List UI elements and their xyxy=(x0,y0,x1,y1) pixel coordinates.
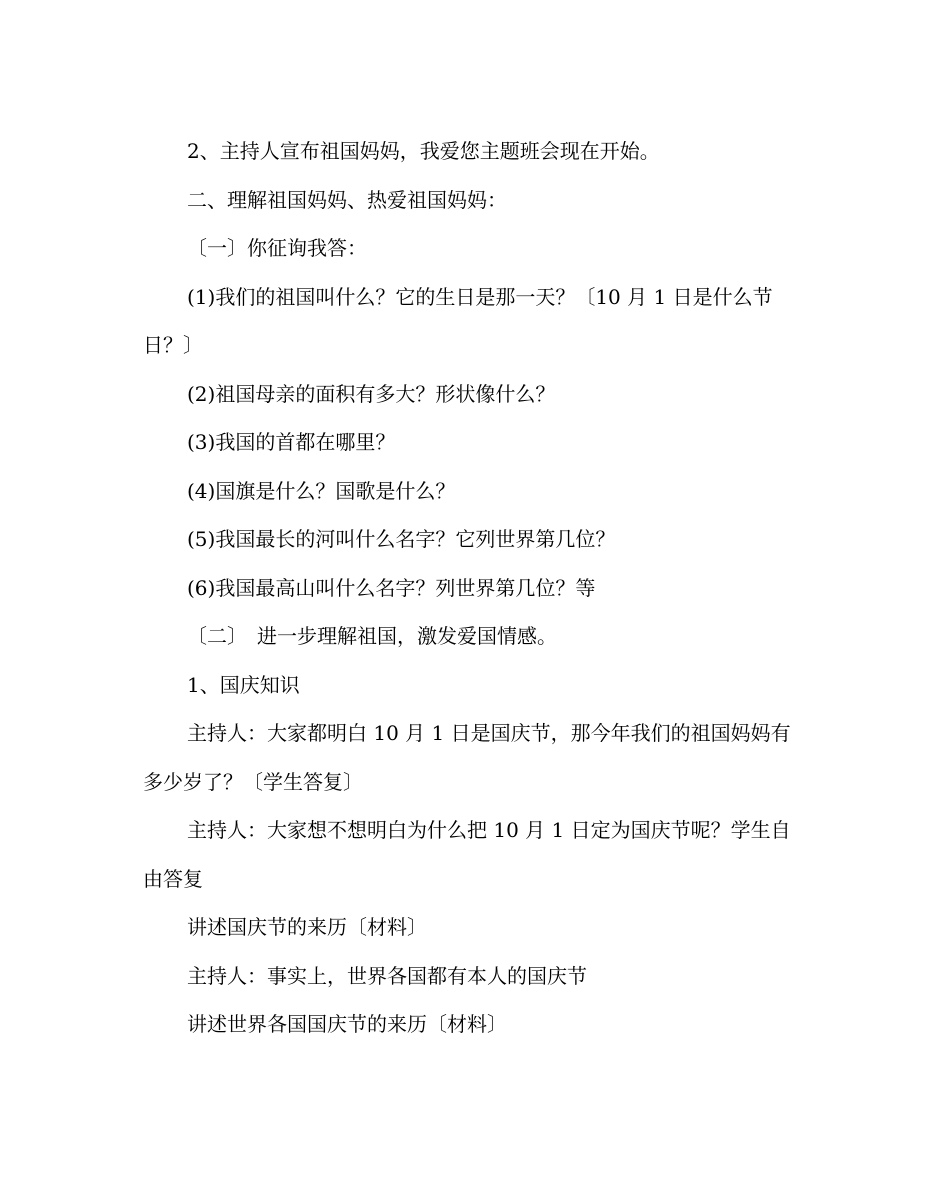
question-5: (5)我国最长的河叫什么名字？它列世界第几位？ xyxy=(187,527,616,551)
question-3: (3)我国的首都在哪里？ xyxy=(187,430,396,454)
host-line-age: 主持人：大家都明白 10 月 1 日是国庆节，那今年我们的祖国妈妈有多少岁了？〔学生答复〕 xyxy=(143,721,791,794)
host-line-why-oct1: 主持人：大家想不想明白为什么把 10 月 1 日定为国庆节呢？学生自由答复 xyxy=(143,818,791,891)
subsection-heading-qa: 〔一〕你征询我答： xyxy=(187,236,367,260)
question-6: (6)我国最高山叫什么名字？列世界第几位？等 xyxy=(187,575,596,600)
story-world-origin-line: 讲述世界各国国庆节的来历〔材料〕 xyxy=(187,1012,507,1036)
document-body xyxy=(143,127,807,1049)
question-4: (4)国旗是什么？国歌是什么？ xyxy=(187,478,456,503)
question-1: (1)我们的祖国叫什么？它的生日是那一天？〔10 月 1 日是什么节日？〕 xyxy=(143,284,773,357)
section-heading-2: 二、理解祖国妈妈、热爱祖国妈妈： xyxy=(187,187,507,212)
subsection-heading-understand: 〔二〕 进一步理解祖国，激发爱国情感。 xyxy=(187,624,557,648)
paragraph-announce-start: 2、主持人宣布祖国妈妈，我爱您主题班会现在开始。 xyxy=(187,139,660,163)
story-origin-line: 讲述国庆节的来历〔材料〕 xyxy=(187,915,427,939)
item-national-day-knowledge: 1、国庆知识 xyxy=(187,672,300,697)
question-2: (2)祖国母亲的面积有多大？形状像什么？ xyxy=(187,381,556,406)
host-line-world: 主持人：事实上，世界各国都有本人的国庆节 xyxy=(187,963,587,988)
